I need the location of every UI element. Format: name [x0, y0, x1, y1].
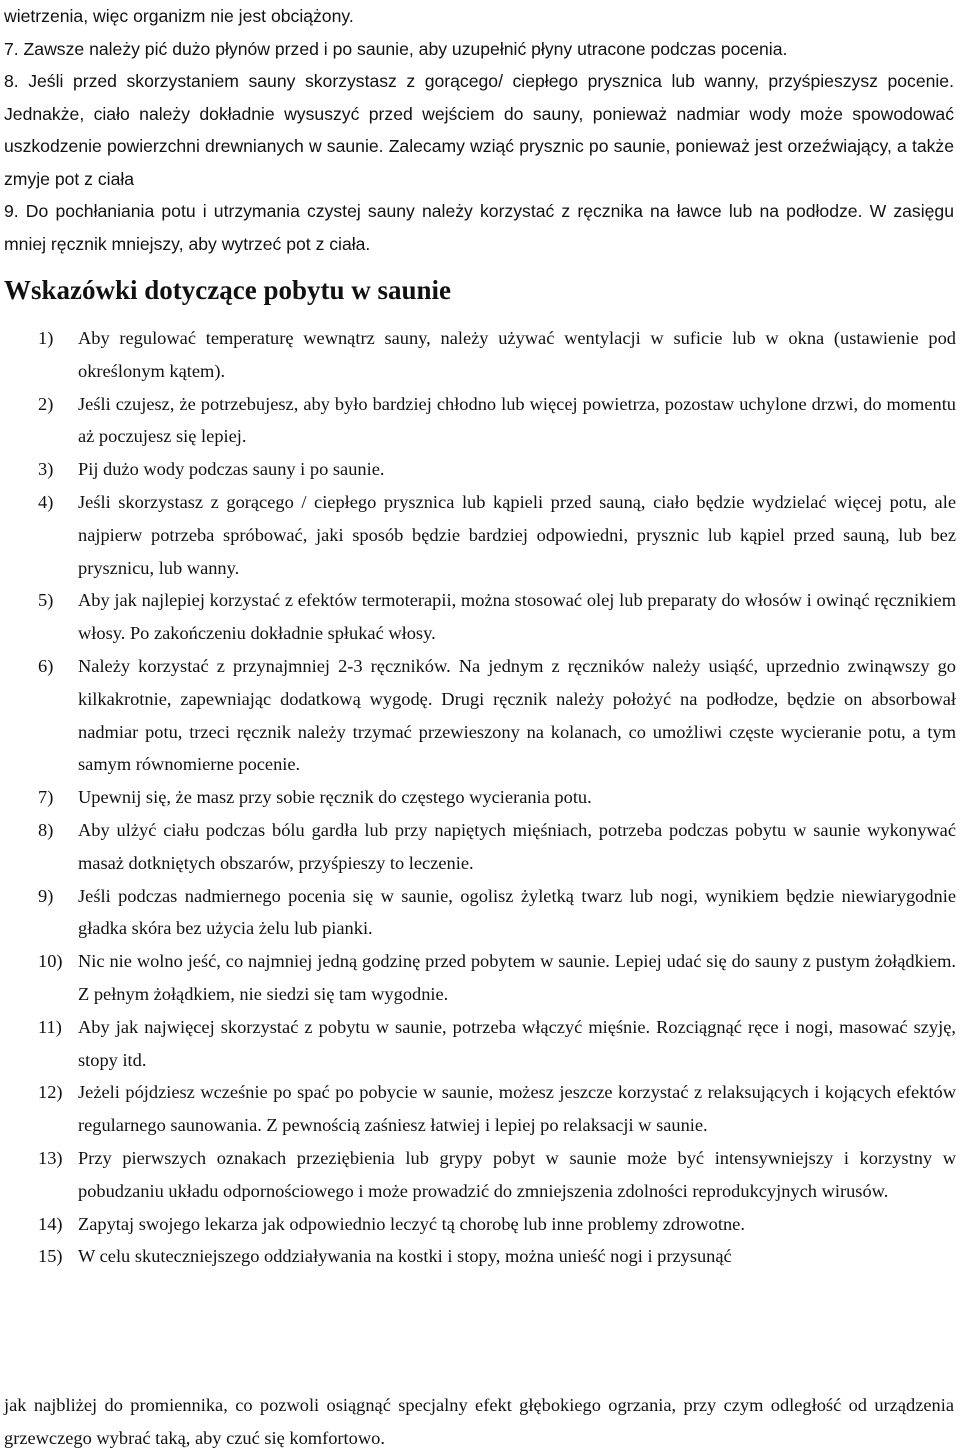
list-item-number: 12)	[38, 1082, 63, 1103]
list-item	[0, 388, 956, 454]
list-item-text: Należy korzystać z przynajmniej 2-3 ręczników. Na jednym z ręczników należy usiąść, uprzednio zwinąwszy go kilkakrotnie, zapewniając dodatkową wygodę. Drugi ręcznik należy położyć na podłodze, będzie on absorbował nadmiar potu, trzeci ręcznik należy trzymać przewieszony na kolanach, co umożliwi częste wycieranie potu, a tym samym równomierne pocenie.	[78, 655, 956, 775]
list-item-text: Aby regulować temperaturę wewnątrz sauny, należy używać wentylacji w suficie lub w okna (ustawienie pod określonym kątem).	[78, 328, 956, 381]
intro-item-8: 8. Jeśli przed skorzystaniem sauny skorzystasz z gorącego/ ciepłego prysznica lub wanny, przyśpieszysz pocenie. Jednakże, ciało należy dokładnie wysuszyć przed wejściem do sauny, ponieważ nadmiar wody może spowodować uszkodzenie powierzchni drewnianych w saunie. Zalecamy wziąć prysznic po saunie, ponieważ jest orzeźwiający, a także zmyje pot z ciała	[4, 71, 954, 189]
list-item	[0, 1142, 956, 1208]
intro-item-9: 9. Do pochłaniania potu i utrzymania czystej sauny należy korzystać z ręcznika na ławce lub na podłodze. W zasięgu mniej ręcznik mniejszy, aby wytrzeć pot z ciała.	[4, 201, 954, 254]
list-item-text: Jeśli czujesz, że potrzebujesz, aby było bardziej chłodno lub więcej powietrza, pozostaw uchylone drzwi, do momentu aż poczujesz się lepiej.	[78, 393, 956, 447]
list-item-number: 2)	[38, 393, 54, 414]
list-item-text: Przy pierwszych oznakach przeziębienia lub grypy pobyt w saunie może być intensywniejszy i korzystny w pobudzaniu układu odpornościowego i może prowadzić do zmniejszenia zdolności reprodukcyjnych wirusów.	[78, 1147, 956, 1201]
list-item	[0, 880, 956, 946]
list-item	[0, 584, 956, 650]
list-item-text: W celu skuteczniejszego oddziaływania na kostki i stopy, można unieść nogi i przysunąć	[78, 1246, 732, 1267]
list-item-number: 13)	[38, 1147, 63, 1168]
list-item-text: Zapytaj swojego lekarza jak odpowiednio leczyć tą chorobę lub inne problemy zdrowotne.	[78, 1213, 745, 1234]
intro-section	[4, 0, 954, 260]
list-item	[0, 650, 956, 781]
list-item-number: 5)	[38, 590, 54, 611]
list-item	[0, 1076, 956, 1142]
list-item	[0, 453, 956, 486]
intro-item-7: 7. Zawsze należy pić dużo płynów przed i po saunie, aby uzupełnić płyny utracone podczas pocenia.	[4, 38, 788, 59]
list-item-text: Aby jak najwięcej skorzystać z pobytu w saunie, potrzeba włączyć mięśnie. Rozciągnąć ręce i nogi, masować szyję, stopy itd.	[78, 1016, 956, 1070]
closing-paragraph: jak najbliżej do promiennika, co pozwoli osiągnąć specjalny efekt głębokiego ogrzania, przy czym odległość od urządzenia grzewczego wybrać taką, aby czuć się komfortowo.	[4, 1395, 954, 1449]
list-item-number: 14)	[38, 1213, 63, 1234]
list-item	[0, 1240, 956, 1273]
list-item	[0, 1011, 956, 1077]
list-item-number: 10)	[38, 951, 63, 972]
list-item-number: 15)	[38, 1246, 63, 1267]
list-item-text: Aby ulżyć ciału podczas bólu gardła lub przy napiętych mięśniach, potrzeba podczas pobytu w saunie wykonywać masaż dotkniętych obszarów, przyśpieszy to leczenie.	[78, 819, 956, 873]
list-item-number: 9)	[38, 885, 54, 906]
list-item-text: Jeżeli pójdziesz wcześnie po spać po pobycie w saunie, możesz jeszcze korzystać z relaksujących i kojących efektów regularnego saunowania. Z pewnością zaśniesz łatwiej i lepiej po relaksacji w saunie.	[78, 1082, 956, 1136]
tips-list	[0, 322, 956, 1273]
list-item-number: 6)	[38, 655, 54, 676]
list-item	[0, 486, 956, 584]
list-item-text: Nic nie wolno jeść, co najmniej jedną godzinę przed pobytem w saunie. Lepiej udać się do sauny z pustym żołądkiem. Z pełnym żołądkiem, nie siedzi się tam wygodnie.	[78, 951, 956, 1004]
list-item-text: Jeśli podczas nadmiernego pocenia się w saunie, ogolisz żyletką twarz lub nogi, wynikiem będzie niewiarygodnie gładka skóra bez użycia żelu lub pianki.	[78, 885, 956, 939]
list-item-number: 1)	[38, 328, 54, 348]
list-item-text: Aby jak najlepiej korzystać z efektów termoterapii, można stosować olej lub preparaty do włosów i owinąć ręcznikiem włosy. Po zakończeniu dokładnie spłukać włosy.	[78, 590, 956, 644]
list-item-number: 8)	[38, 819, 54, 840]
list-item-number: 11)	[38, 1016, 62, 1037]
list-item-text: Pij dużo wody podczas sauny i po saunie.	[78, 459, 385, 480]
list-item	[0, 322, 956, 388]
list-item-number: 3)	[38, 459, 54, 480]
list-item-text: Upewnij się, że masz przy sobie ręcznik do częstego wycierania potu.	[78, 787, 592, 808]
section-heading: Wskazówki dotyczące pobytu w saunie	[4, 275, 452, 305]
list-item-number: 4)	[38, 491, 54, 512]
list-item-number: 7)	[38, 787, 54, 808]
intro-line: wietrzenia, więc organizm nie jest obciążony.	[4, 6, 354, 26]
list-item	[0, 1208, 956, 1241]
list-item	[0, 814, 956, 880]
list-item	[0, 781, 956, 814]
list-item-text: Jeśli skorzystasz z gorącego / ciepłego prysznica lub kąpieli przed sauną, ciało będzie wydzielać więcej potu, ale najpierw potrzeba spróbować, jaki sposób będzie bardziej odpowiedni, prysznic lub kąpiel przed sauną, lub bez prysznicu, lub wanny.	[78, 491, 956, 578]
list-item	[0, 945, 956, 1011]
